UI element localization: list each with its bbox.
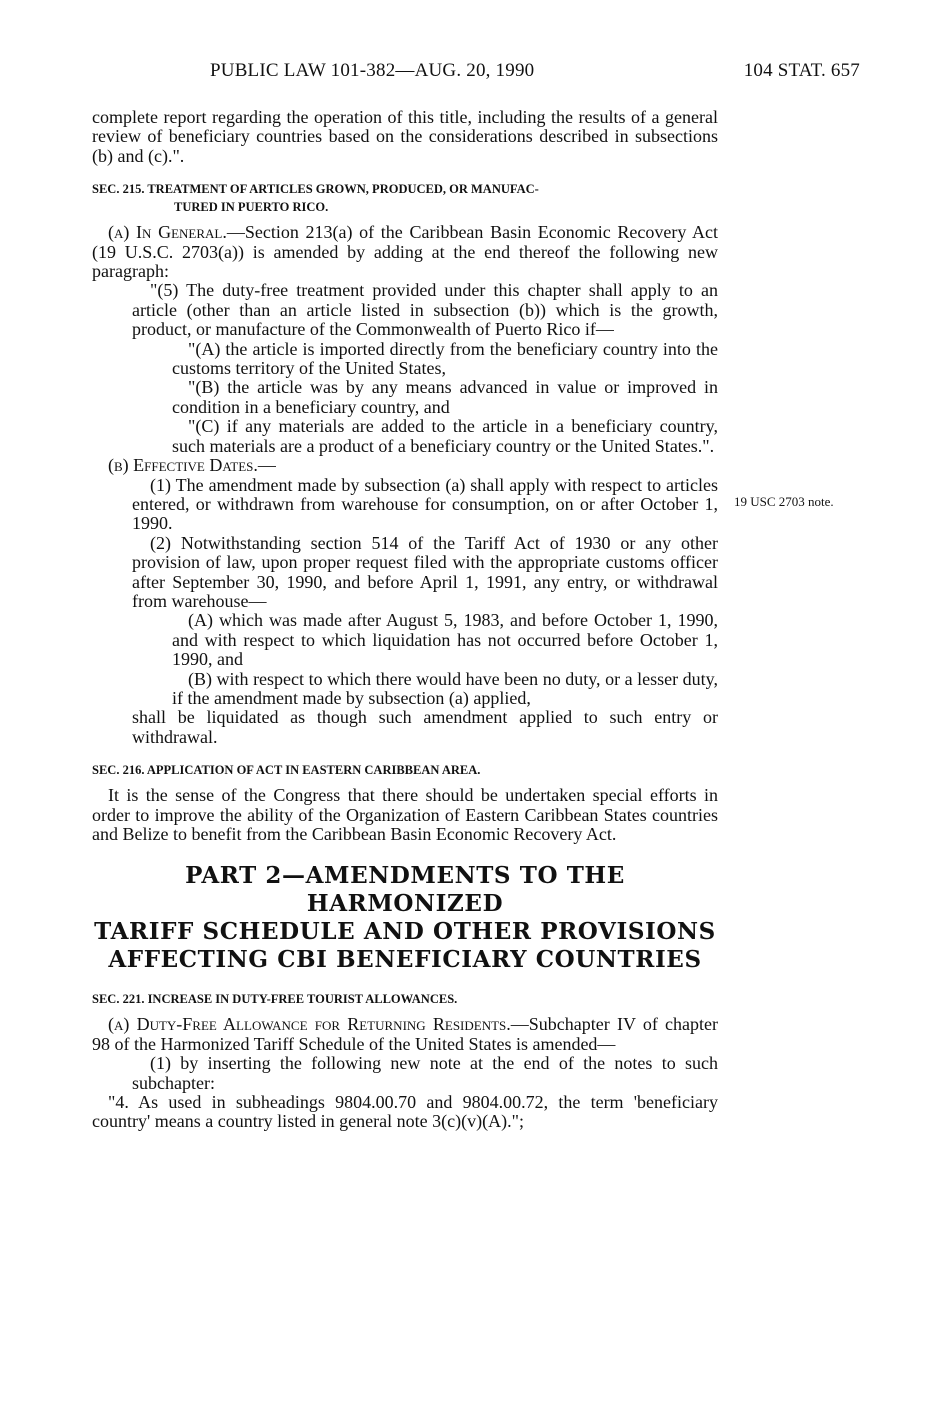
clause-b2-A: (A) which was made after August 5, 1983, and before October 1, 1990, and with respect to which liquidation has not occurred before October 1, 1990, and xyxy=(172,610,718,670)
paragraph-b2-close: shall be liquidated as though such amendment applied to such entry or withdrawal. xyxy=(132,707,718,747)
note-4: "4. As used in subheadings 9804.00.70 and 9804.00.72, the term 'beneficiary country' means a country listed in general note 3(c)(v)(A)."; xyxy=(92,1092,718,1132)
paragraph-5: "(5) The duty-free treatment provided under this chapter shall apply to an article (other than an article listed in subsection (b)) which is the growth, product, or manufacture of the Commonwealth of Puerto Rico if— xyxy=(132,280,718,340)
section-216-text: It is the sense of the Congress that there should be undertaken special efforts in order to improve the ability of the Organization of Eastern Caribbean States countries and Belize to benefit from the Caribbean Basin Economic Recovery Act. xyxy=(92,785,718,844)
section-216-heading: SEC. 216. APPLICATION OF ACT IN EASTERN CARIBBEAN AREA. xyxy=(92,763,481,778)
section-221-a-text: —Subchapter IV of chapter 98 of the Harmonized Tariff Schedule of the United States is amended— xyxy=(92,1014,718,1054)
subsection-a-text: —Section 213(a) of the Caribbean Basin Economic Recovery Act (19 U.S.C. 2703(a)) is amended by adding at the end thereof the following new paragraph: xyxy=(92,222,718,282)
law-citation: PUBLIC LAW 101-382—AUG. 20, 1990 xyxy=(210,60,535,81)
clause-B: "(B) the article was by any means advanced in value or improved in condition in a beneficiary country, and xyxy=(172,377,718,417)
intro-paragraph: complete report regarding the operation of this title, including the results of a general review of beneficiary countries based on the considerations described in subsections (b) and (c).". xyxy=(92,107,718,166)
section-215-a xyxy=(92,223,718,281)
section-221-a-label: (a) Duty-Free Allowance for Returning Residents. xyxy=(108,1014,511,1035)
part-2-heading xyxy=(92,862,718,974)
section-215-b xyxy=(92,456,718,475)
section-215-heading xyxy=(92,180,718,216)
part-2-heading-line2: TARIFF SCHEDULE AND OTHER PROVISIONS xyxy=(94,918,716,946)
document-body xyxy=(92,108,718,1132)
clause-b2-B: (B) with respect to which there would have been no duty, or a lesser duty, if the amendment made by subsection (a) applied, xyxy=(172,668,718,708)
section-215-heading-line1: SEC. 215. TREATMENT OF ARTICLES GROWN, PRODUCED, OR MANUFAC- xyxy=(92,182,539,197)
clause-A: "(A) the article is imported directly from the beneficiary country into the customs territory of the United States, xyxy=(172,338,718,379)
subsection-b-dash: — xyxy=(257,455,276,476)
part-2-heading-line1: PART 2—AMENDMENTS TO THE HARMONIZED xyxy=(185,862,625,918)
subsection-a-label: (a) In General. xyxy=(108,222,227,243)
section-221-heading: SEC. 221. INCREASE IN DUTY-FREE TOURIST ALLOWANCES. xyxy=(92,992,458,1007)
paragraph-b1: (1) The amendment made by subsection (a) shall apply with respect to articles entered, or withdrawn from warehouse for consumption, on or after October 1, 1990. xyxy=(132,474,718,534)
clause-C: "(C) if any materials are added to the article in a beneficiary country, such materials are a product of a beneficiary country or the United States.". xyxy=(172,416,718,456)
margin-note: 19 USC 2703 note. xyxy=(734,494,834,509)
section-221-a xyxy=(92,1015,718,1054)
section-221-item-1: (1) by inserting the following new note at the end of the notes to such subchapter: xyxy=(132,1053,718,1093)
statute-page-number: 104 STAT. 657 xyxy=(743,60,860,81)
subsection-b-label: (b) Effective Dates. xyxy=(108,455,258,476)
paragraph-b2: (2) Notwithstanding section 514 of the Tariff Act of 1930 or any other provision of law, upon proper request filed with the appropriate customs officer after September 30, 1990, and before April 1, 1991, any entry, or withdrawal from warehouse— xyxy=(132,532,718,611)
part-2-heading-line3: AFFECTING CBI BENEFICIARY COUNTRIES xyxy=(108,946,702,974)
section-215-heading-line2: TURED IN PUERTO RICO. xyxy=(174,200,329,215)
